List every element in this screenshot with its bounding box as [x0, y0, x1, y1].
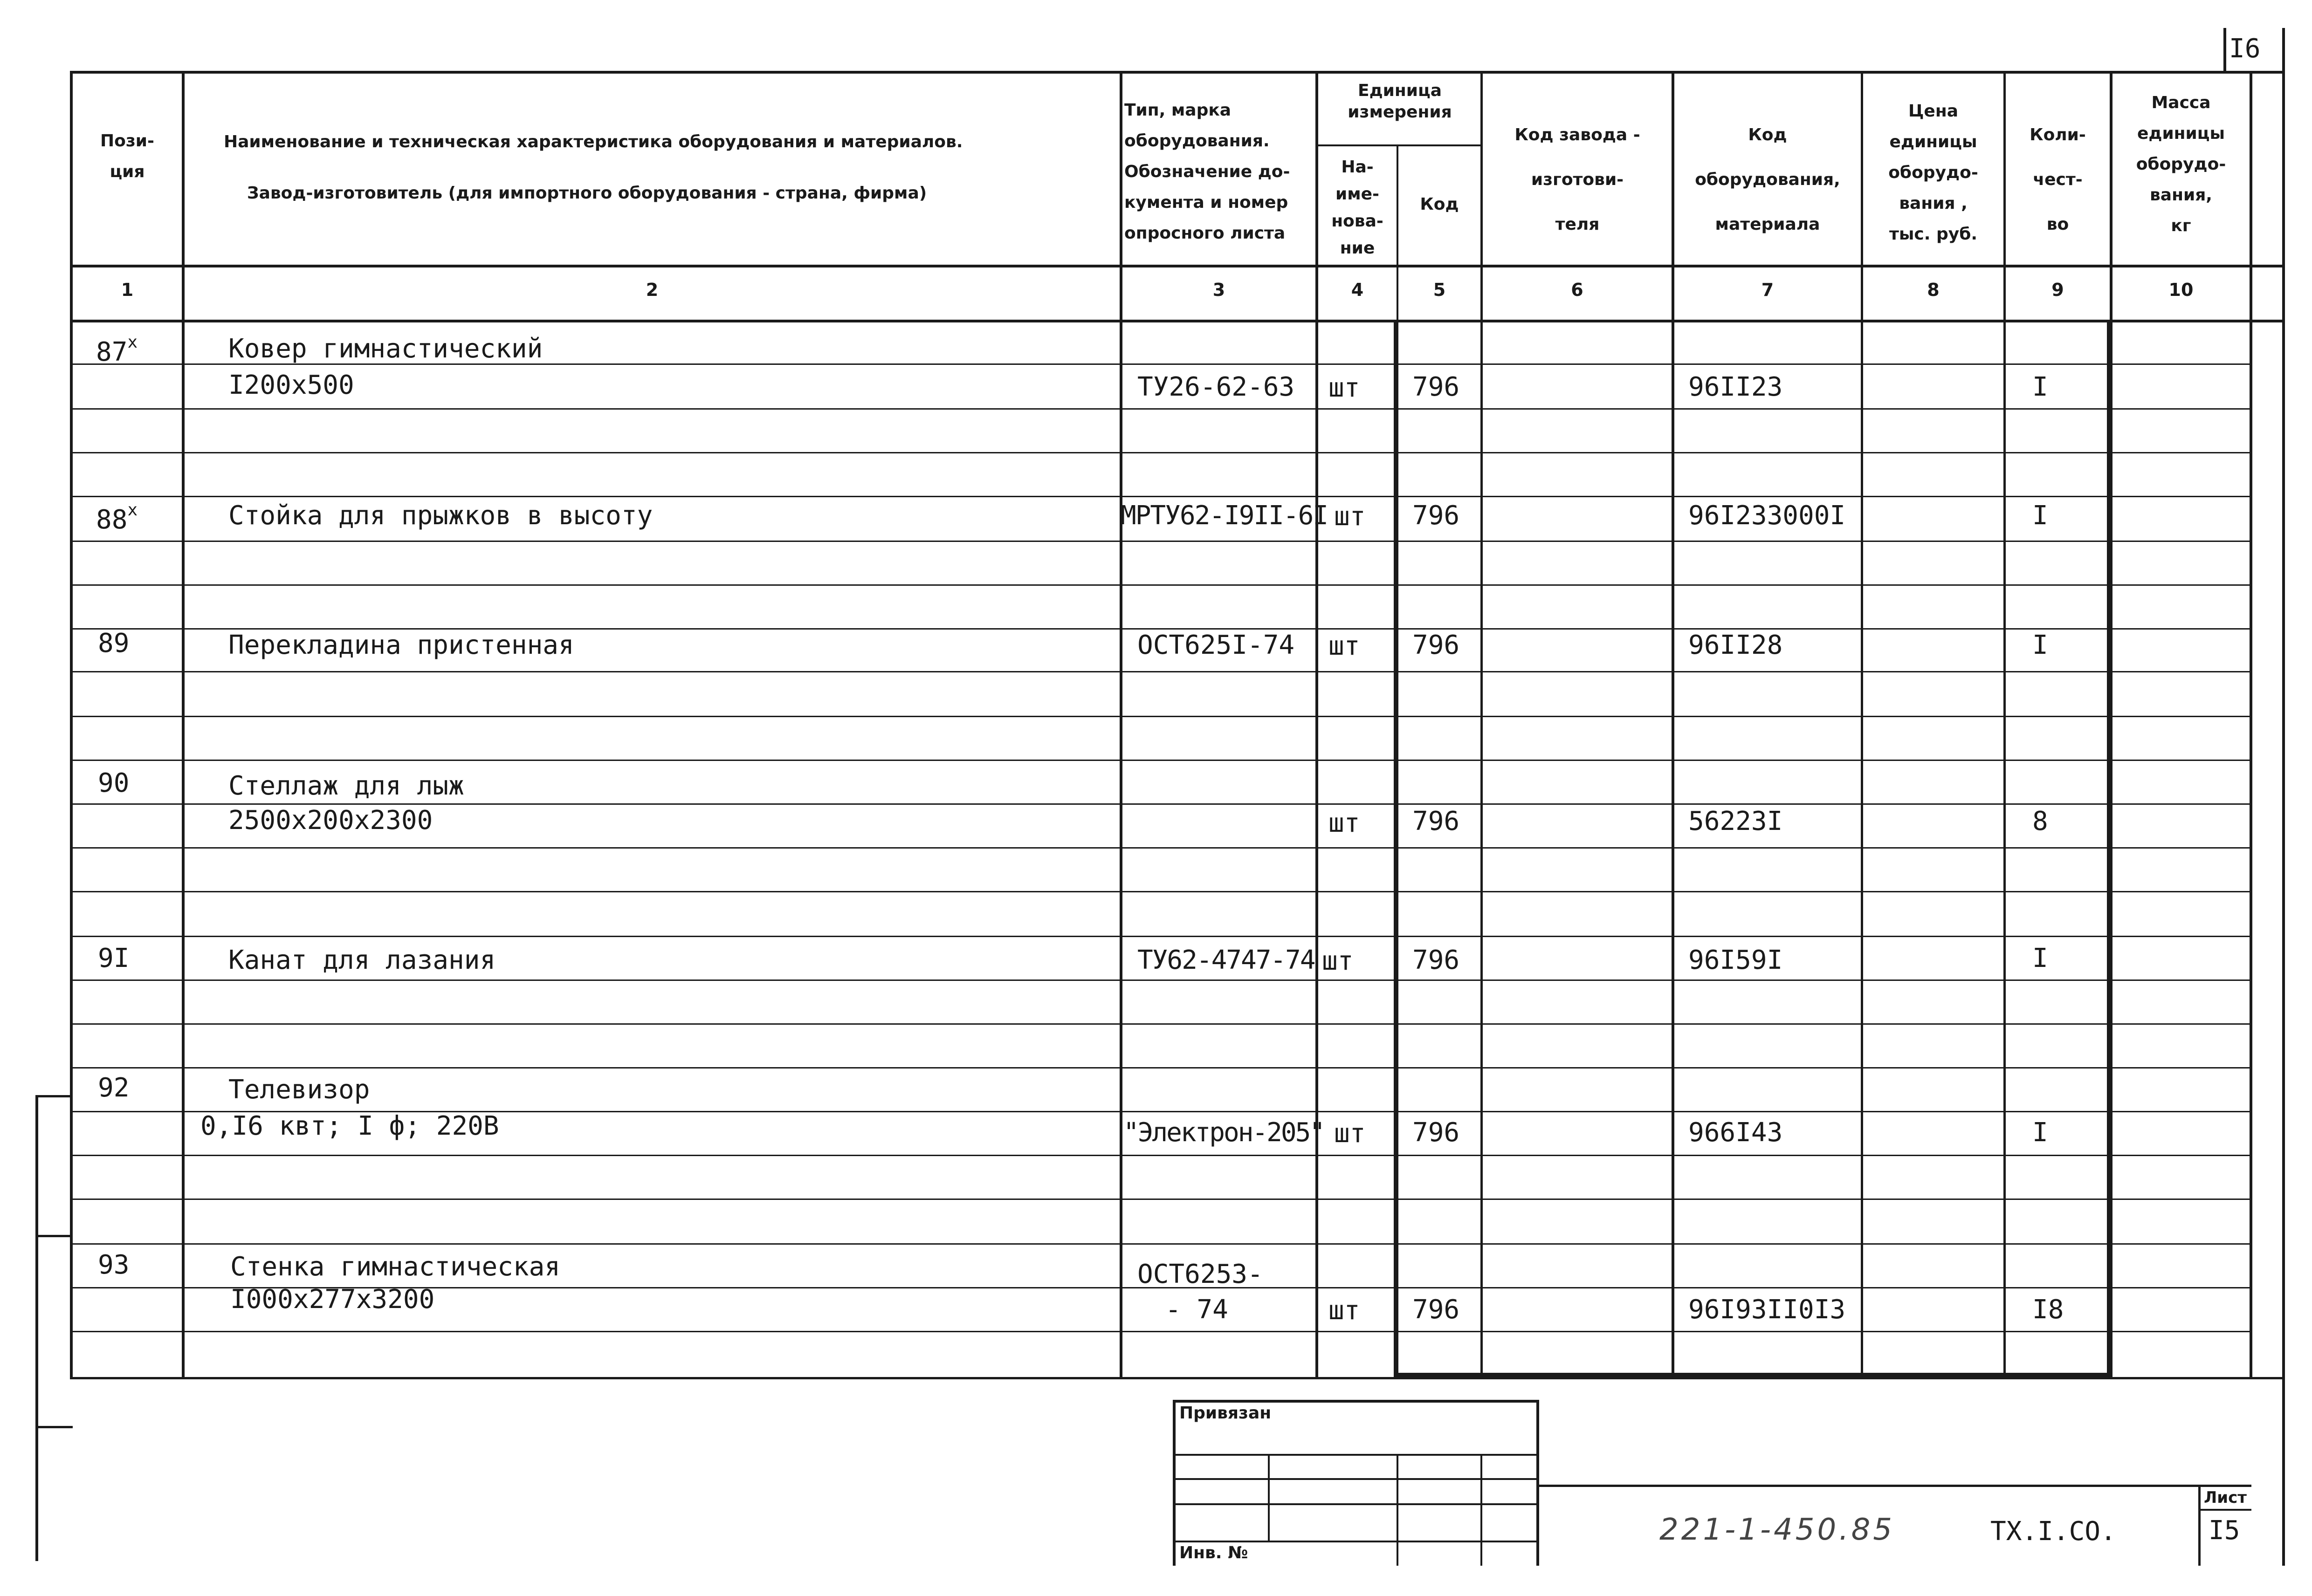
row-line	[70, 584, 2252, 586]
item-91-pos: 9I	[98, 943, 130, 973]
item-88-pos: 88$^x$	[96, 500, 138, 535]
item-92-qty: I	[2032, 1117, 2048, 1148]
item-92-spec: 0,I6 квт; I ф; 220В	[200, 1111, 499, 1141]
item-87-pos: 87$^x$	[96, 333, 138, 367]
row-line	[70, 541, 2252, 542]
item-89-unit: шт	[1328, 631, 1360, 661]
doc-code: 221-1-450.85	[1659, 1513, 1895, 1547]
row-line	[70, 1023, 2252, 1025]
item-93-name: Стенка гимнастическая	[230, 1252, 561, 1282]
row-line	[70, 1331, 2252, 1332]
item-90-code: 796	[1412, 806, 1460, 836]
sheet-cell-divider	[2198, 1509, 2251, 1511]
item-93-type-line1: ОСТ6253-	[1137, 1259, 1263, 1289]
sheet-number-top: I6	[2229, 34, 2261, 64]
item-92-type: "Электрон-205"	[1123, 1117, 1324, 1148]
colnum-9: 9	[2051, 280, 2064, 300]
item-92-code: 796	[1412, 1117, 1460, 1148]
col-divider-1	[182, 71, 185, 1378]
item-88-code: 796	[1412, 500, 1460, 531]
item-90-pos: 90	[98, 768, 130, 798]
stamp-row-line	[1173, 1478, 1538, 1480]
table-top-border	[70, 71, 2284, 74]
item-87-spec: I200x500	[228, 370, 354, 400]
row-line	[70, 716, 2252, 717]
header-col9: Коли- чест- во	[2030, 125, 2086, 234]
row-line	[70, 671, 2252, 672]
item-93-qty: I8	[2032, 1295, 2064, 1325]
item-87-type: ТУ26-62-63	[1137, 372, 1295, 402]
row-line	[70, 496, 2252, 497]
item-88-material-code: 96I233000I	[1688, 500, 1846, 531]
item-89-name: Перекладина пристенная	[228, 630, 574, 660]
binding-tick	[35, 1095, 73, 1097]
item-91-code: 796	[1412, 945, 1460, 975]
item-91-type: ТУ62-4747-74	[1137, 945, 1315, 975]
sheet-box-left	[2223, 28, 2226, 71]
stamp-col-line	[1480, 1454, 1482, 1566]
colnum-bottom-border	[70, 320, 2284, 322]
item-93-unit: шт	[1328, 1295, 1360, 1326]
row-line	[70, 980, 2252, 981]
item-91-material-code: 96I59I	[1688, 945, 1783, 975]
col-right-border	[2250, 71, 2252, 1378]
header-bottom-border	[70, 265, 2284, 267]
colnum-3: 3	[1212, 280, 1225, 300]
row-line	[70, 760, 2252, 761]
stamp-row-line	[1173, 1454, 1538, 1456]
item-89-type: ОСТ625I-74	[1137, 630, 1295, 660]
item-93-code: 796	[1412, 1295, 1460, 1325]
stamp-row-line	[1173, 1541, 1538, 1542]
row-line	[70, 847, 2252, 849]
item-90-qty: 8	[2032, 806, 2048, 836]
colnum-5: 5	[1433, 280, 1446, 300]
item-88-qty: I	[2032, 500, 2048, 531]
row-line	[70, 452, 2252, 453]
title-block-top	[1538, 1485, 2251, 1487]
item-93-type-line2: - 74	[1165, 1295, 1228, 1325]
item-92-pos: 92	[98, 1073, 130, 1103]
col-divider-7	[1861, 71, 1863, 1378]
item-93-material-code: 96I93II0I3	[1688, 1295, 1846, 1325]
drawing-code: ТХ.I.СО.	[1990, 1516, 2116, 1547]
colnum-1: 1	[121, 280, 134, 300]
header-col6: Код завода - изготови- теля	[1514, 125, 1640, 234]
item-90-unit: шт	[1328, 808, 1360, 838]
sheet-box-right	[2282, 28, 2285, 1566]
row-line	[70, 936, 2252, 937]
unit-group-divider	[1317, 144, 1482, 146]
sheet-value: I5	[2209, 1515, 2240, 1546]
stamp-inv-label: Инв. №	[1179, 1543, 1248, 1562]
item-89-pos: 89	[98, 628, 130, 658]
colnum-10: 10	[2168, 280, 2194, 300]
item-89-qty: I	[2032, 630, 2048, 660]
stamp-row-line	[1173, 1503, 1538, 1505]
stamp-col-line	[1397, 1454, 1398, 1566]
header-col4: На- име- нова- ние	[1331, 158, 1383, 258]
row-line	[70, 891, 2252, 892]
item-91-unit: шт	[1322, 946, 1354, 976]
item-92-unit: шт	[1334, 1118, 1366, 1149]
col-divider-5	[1480, 71, 1483, 1378]
item-88-type: МРТУ62-I9II-6I	[1121, 500, 1328, 531]
col-divider-6	[1672, 71, 1674, 1378]
row-line	[70, 1155, 2252, 1156]
item-92-name: Телевизор	[228, 1075, 370, 1105]
item-87-material-code: 96II23	[1688, 372, 1783, 402]
colnum-4: 4	[1351, 280, 1364, 300]
row-line	[70, 408, 2252, 410]
col-divider-3	[1315, 71, 1318, 1378]
bold-frame-bottom	[1394, 1373, 2112, 1377]
item-92-material-code: 966I43	[1688, 1117, 1783, 1148]
item-91-name: Канат для лазания	[228, 945, 496, 975]
row-line	[70, 1199, 2252, 1200]
stamp-linked-label: Привязан	[1179, 1404, 1272, 1423]
header-col3: Тип, марка оборудования. Обозначение до- кумента и номер опросного листа	[1124, 101, 1290, 243]
item-87-unit: шт	[1328, 373, 1360, 403]
header-col1: Пози- ция	[100, 131, 154, 181]
item-89-material-code: 96II28	[1688, 630, 1783, 660]
stamp-top	[1173, 1400, 1538, 1403]
sheet-label: Лист	[2204, 1488, 2247, 1507]
item-88-name: Стойка для прыжков в высоту	[228, 500, 653, 531]
header-col10: Масса единицы оборудо- вания, кг	[2136, 93, 2226, 235]
item-90-name: Стеллаж для лыж	[228, 771, 464, 801]
header-unit-group: Единица измерения	[1348, 81, 1452, 122]
item-93-pos: 93	[98, 1250, 130, 1280]
binding-line	[35, 1095, 38, 1561]
header-col8: Цена единицы оборудо- вания , тыс. руб.	[1888, 102, 1978, 244]
bold-frame-right	[2107, 320, 2112, 1377]
colnum-2: 2	[646, 280, 659, 300]
item-87-code: 796	[1412, 372, 1460, 402]
row-line	[70, 1067, 2252, 1069]
col-left-border	[70, 71, 73, 1378]
item-87-name: Ковер гимнастический	[228, 334, 543, 364]
item-88-unit: шт	[1334, 501, 1366, 532]
colnum-6: 6	[1571, 280, 1583, 300]
header-col7: Код оборудования, материала	[1695, 125, 1840, 234]
colnum-8: 8	[1927, 280, 1940, 300]
item-87-qty: I	[2032, 372, 2048, 402]
bold-frame-left	[1394, 320, 1398, 1377]
item-91-qty: I	[2032, 943, 2048, 973]
row-line	[70, 1243, 2252, 1245]
item-90-spec: 2500x200x2300	[228, 805, 433, 836]
col-divider-8	[2003, 71, 2006, 1378]
item-90-material-code: 56223I	[1688, 806, 1783, 836]
item-93-spec: I000x277x3200	[230, 1284, 435, 1315]
stamp-col-line	[1268, 1454, 1270, 1541]
binding-tick	[35, 1426, 73, 1428]
col-divider-2	[1120, 71, 1122, 1378]
item-89-code: 796	[1412, 630, 1460, 660]
binding-tick	[35, 1235, 73, 1237]
header-col5: Код	[1420, 195, 1459, 214]
colnum-7: 7	[1761, 280, 1774, 300]
header-col2: Наименование и техническая характеристика оборудования и материалов. Завод-изготовитель (для импортного оборудования - страна, фирма)	[224, 132, 963, 203]
sheet-cell-left	[2198, 1485, 2201, 1566]
